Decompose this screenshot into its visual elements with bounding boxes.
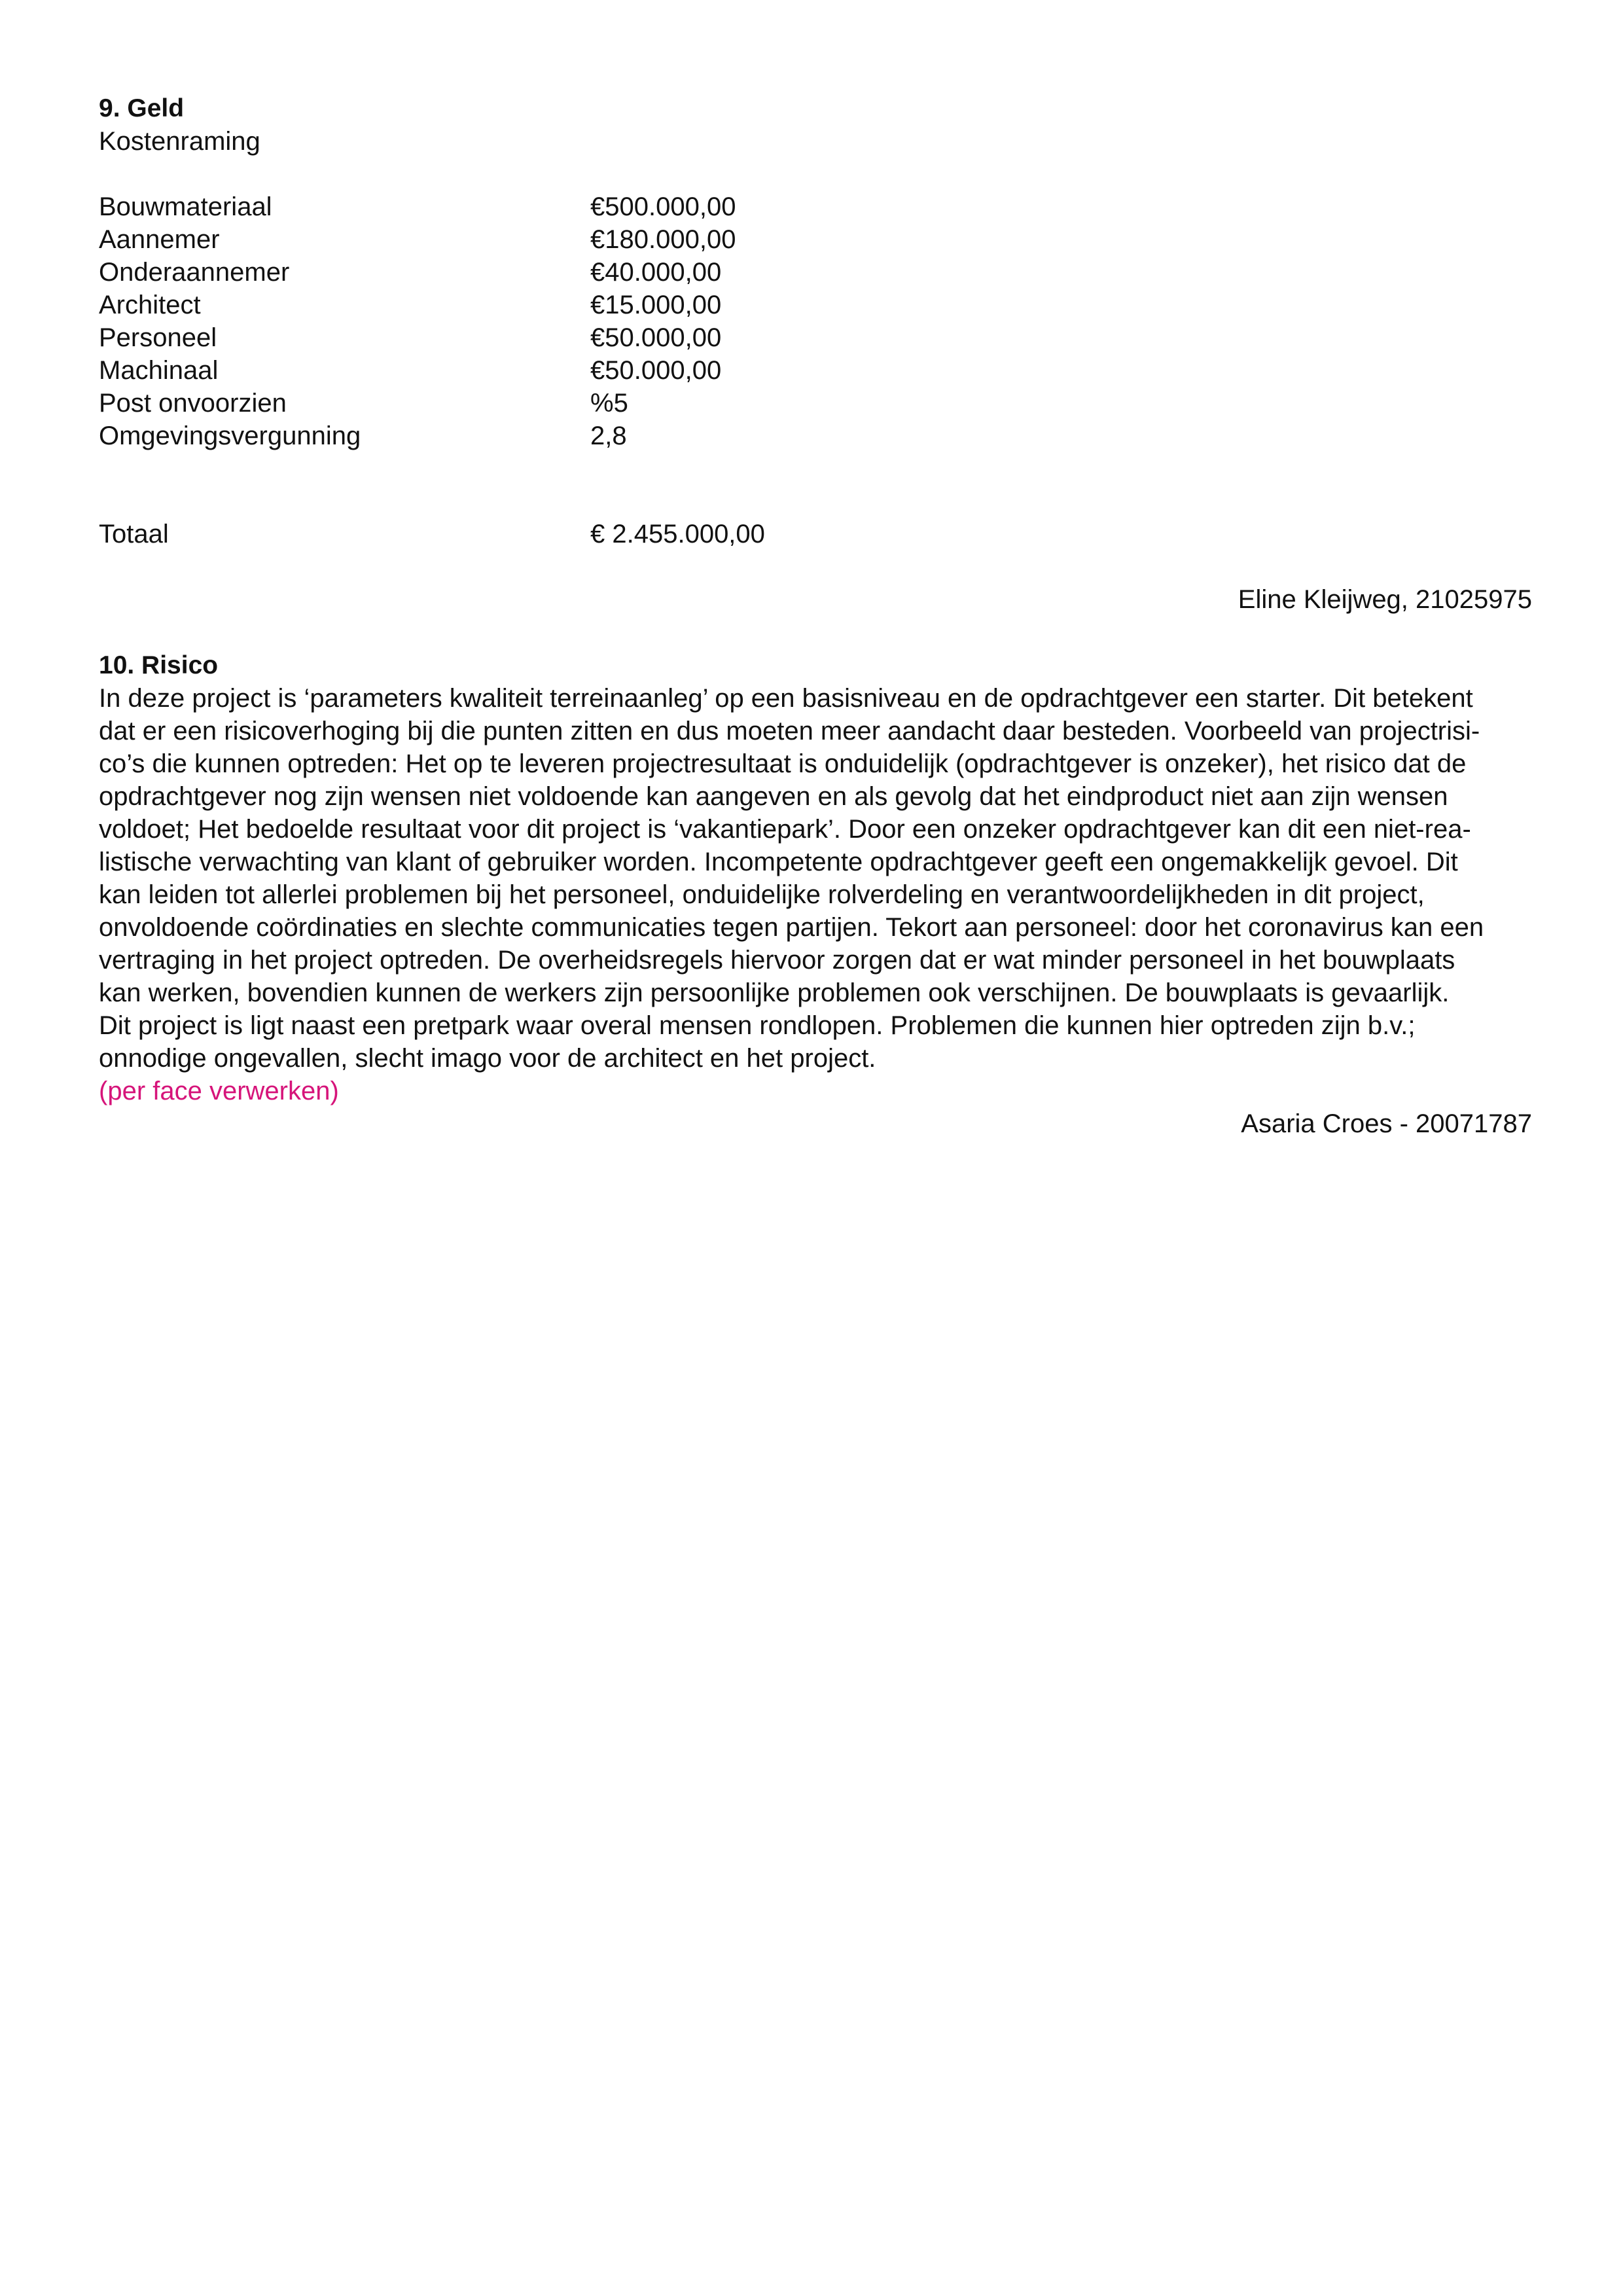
paragraph-line: opdrachtgever nog zijn wensen niet voldoende kan aangeven en als gevolg dat het eindproduct niet aan zijn wensen: [99, 782, 1448, 811]
paragraph-line: vertraging in het project optreden. De overheidsregels hiervoor zorgen dat er wat minder personeel in het bouwplaats: [99, 946, 1455, 975]
paragraph-line: dat er een risicoverhoging bij die punten zitten en dus moeten meer aandacht daar besteden. Voorbeeld van projectrisi-: [99, 717, 1480, 745]
paragraph-line: onnodige ongevallen, slecht imago voor de architect en het project.: [99, 1044, 876, 1073]
section-title: 9. Geld: [99, 94, 185, 122]
cost-value: €500.000,00: [590, 192, 736, 221]
paragraph-line: kan werken, bovendien kunnen de werkers zijn persoonlijke problemen ook verschijnen. De bouwplaats is gevaarlijk.: [99, 978, 1450, 1007]
section-subtitle: Kostenraming: [99, 127, 260, 156]
document-page: [99, 0, 1532, 2296]
paragraph-line: voldoet; Het bedoelde resultaat voor dit project is ‘vakantiepark’. Door een onzeker opdrachtgever kan dit een niet-rea-: [99, 815, 1471, 844]
section-risico: [99, 649, 1532, 1140]
paragraph-line: kan leiden tot allerlei problemen bij het personeel, onduidelijke rolverdeling en verantwoordelijkheden in dit project,: [99, 880, 1425, 909]
cost-value: €15.000,00: [590, 291, 722, 319]
table-row: [99, 354, 1532, 387]
cost-value: €180.000,00: [590, 225, 736, 254]
section-title: 10. Risico: [99, 651, 219, 679]
table-row: [99, 289, 1532, 321]
total-label: Totaal: [99, 520, 169, 548]
author-risico: Asaria Croes - 20071787: [1241, 1109, 1532, 1138]
section-geld: [99, 92, 1532, 550]
cost-label: Personeel: [99, 323, 217, 352]
annotation-note: (per face verwerken): [99, 1077, 339, 1105]
risk-paragraph: [99, 682, 1532, 1075]
paragraph-line: co’s die kunnen optreden: Het op te leveren projectresultaat is onduidelijk (opdrachtgever is onzeker), het risico dat de: [99, 749, 1467, 778]
cost-label: Aannemer: [99, 225, 220, 254]
author-geld: Eline Kleijweg, 21025975: [1238, 585, 1532, 614]
cost-label: Machinaal: [99, 356, 219, 385]
cost-table: [99, 190, 1532, 452]
paragraph-line: listische verwachting van klant of gebruiker worden. Incompetente opdrachtgever geeft een ongemakkelijk gevoel. Dit: [99, 848, 1458, 876]
table-row: [99, 420, 1532, 452]
total-row: [99, 518, 1532, 550]
cost-label: Onderaannemer: [99, 258, 290, 287]
cost-value: €40.000,00: [590, 258, 722, 287]
paragraph-line: In deze project is ‘parameters kwaliteit terreinaanleg’ op een basisniveau en de opdrachtgever een starter. Dit betekent: [99, 684, 1473, 713]
cost-label: Architect: [99, 291, 201, 319]
table-row: [99, 387, 1532, 420]
table-row: [99, 256, 1532, 289]
table-row: [99, 190, 1532, 223]
cost-label: Omgevingsvergunning: [99, 422, 361, 450]
paragraph-line: Dit project is ligt naast een pretpark waar overal mensen rondlopen. Problemen die kunnen hier optreden zijn b.v.;: [99, 1011, 1416, 1040]
cost-value: €50.000,00: [590, 356, 722, 385]
cost-value: €50.000,00: [590, 323, 722, 352]
cost-value: %5: [590, 389, 628, 418]
total-value: € 2.455.000,00: [590, 520, 765, 548]
cost-label: Bouwmateriaal: [99, 192, 272, 221]
cost-label: Post onvoorzien: [99, 389, 287, 418]
cost-value: 2,8: [590, 422, 627, 450]
table-row: [99, 223, 1532, 256]
table-row: [99, 321, 1532, 354]
paragraph-line: onvoldoende coördinaties en slechte communicaties tegen partijen. Tekort aan personeel: door het coronavirus kan een: [99, 913, 1484, 942]
